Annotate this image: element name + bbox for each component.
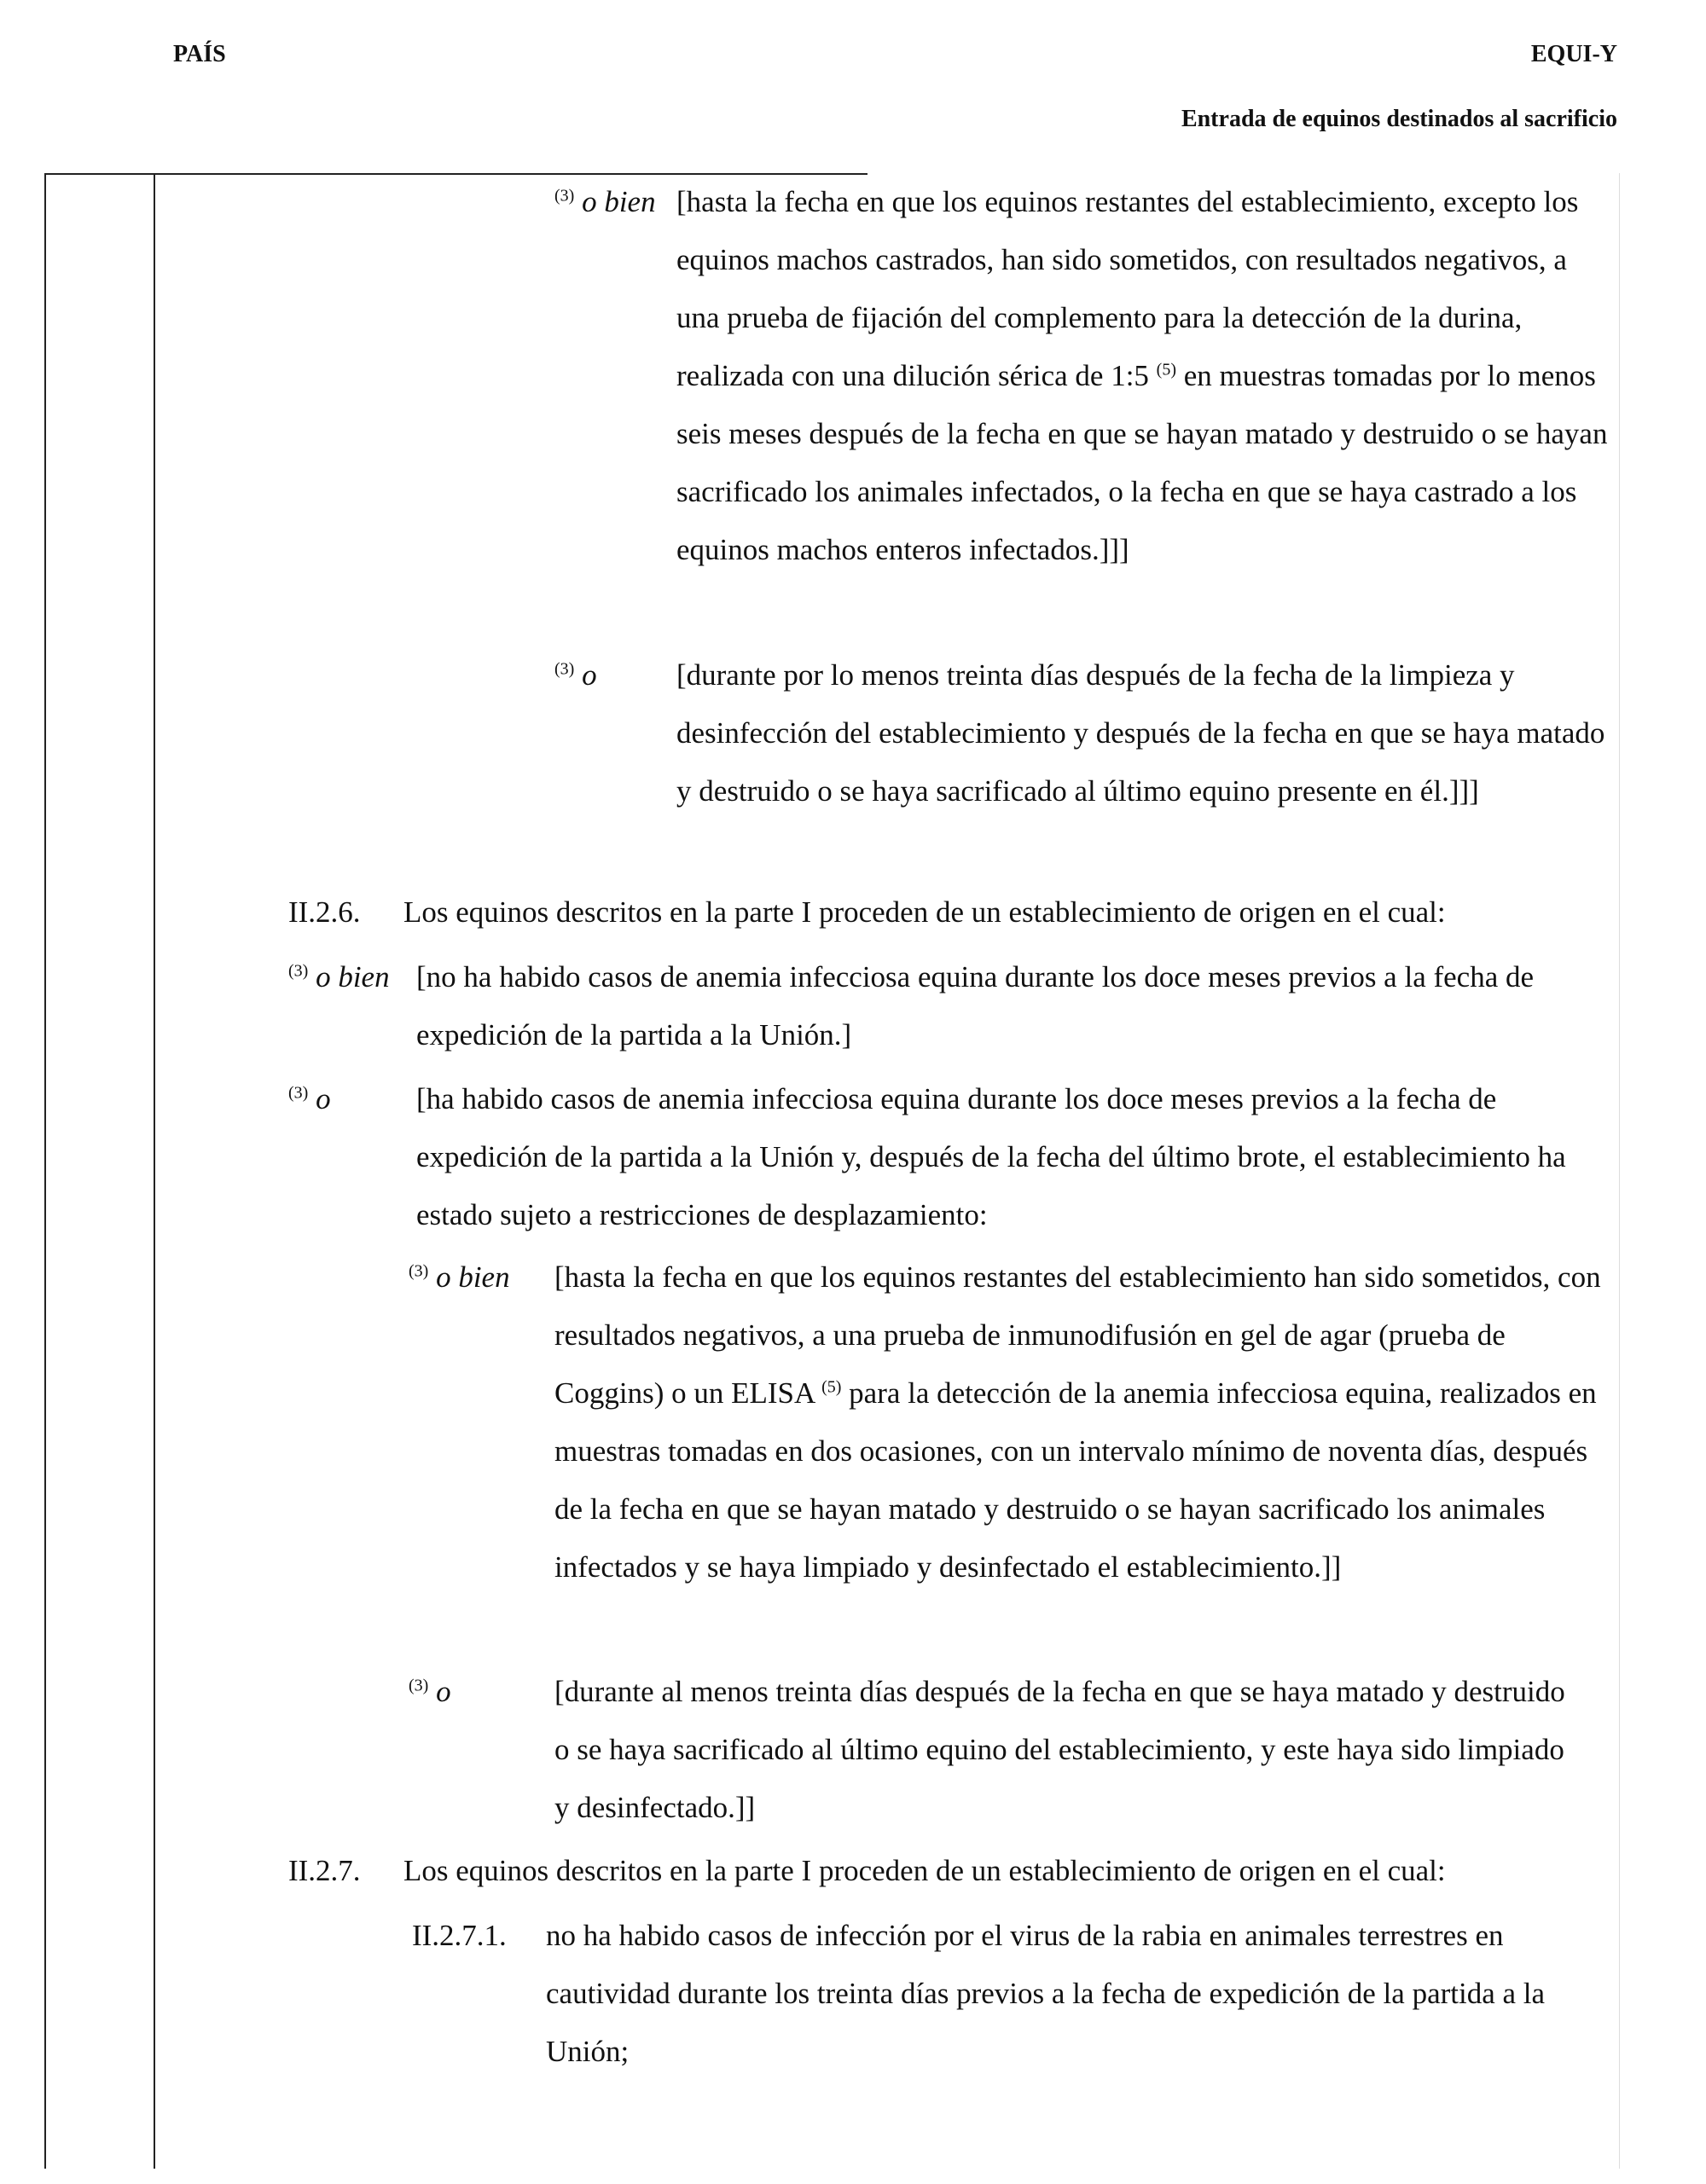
table-right-border <box>1619 173 1620 2169</box>
section-text-2-2-7: Los equinos descritos en la parte I proceden de un establecimiento de origen en el cual: <box>403 1854 1446 1887</box>
section-number-2-2-7: II.2.7. <box>288 1854 361 1887</box>
column-divider <box>154 173 155 2169</box>
option-marker: $^{(3)}$ o bien <box>409 1260 510 1294</box>
section-number-2-2-7-1: II.2.7.1. <box>412 1919 507 1952</box>
option-marker: $^{(3)}$ o bien <box>554 185 656 218</box>
section-number-2-2-6: II.2.6. <box>288 895 361 929</box>
paragraph-c1: [no ha habido casos de anemia infecciosa equina durante los doce meses previos a la fecha de expedición de la partida a la Unión.] <box>416 960 1535 1051</box>
paragraph-d1: [hasta la fecha en que los equinos restantes del establecimiento han sido sometidos, con resultados negativos, a una prueba de inmunodifusión en gel de agar (prueba de Coggins) o un ELISA $^{(5)}$ para la detección de la anemia infecciosa equina, realizados en muestras tomadas en dos ocasiones, con un intervalo mínimo de noventa días, después de la fecha en que se hayan matado y destruido o se hayan sacrificado los animales infectados y se haya limpiado y desinfectado el establecimiento.]] <box>554 1260 1601 1584</box>
certificate-subtitle: Entrada de equinos destinados al sacrificio <box>1181 106 1617 132</box>
paragraph-b2: [durante por lo menos treinta días después de la fecha de la limpieza y desinfección del establecimiento y después de la fecha en que se haya matado y destruido o se haya sacrificado al último equino presente en él.]]] <box>676 658 1605 808</box>
section-text-2-2-7-1: no ha habido casos de infección por el virus de la rabia en animales terrestres en cautividad durante los treinta días previos a la fecha de expedición de la partida a la Unión; <box>546 1919 1546 2068</box>
paragraph-c2: [ha habido casos de anemia infecciosa equina durante los doce meses previos a la fecha de expedición de la partida a la Unión y, después de la fecha del último brote, el establecimiento ha estado sujeto a restricciones de desplazamiento: <box>416 1082 1566 1231</box>
option-marker: $^{(3)}$ o bien <box>288 960 390 994</box>
paragraph-b1: [hasta la fecha en que los equinos restantes del establecimiento, excepto los equinos machos castrados, han sido sometidos, con resultados negativos, a una prueba de fijación del complemento para la detección de la durina, realizada con una dilución sérica de 1:5 $^{(5)}$ en muestras tomadas por lo menos seis meses después de la fecha en que se hayan matado y destruido o se hayan sacrificado los animales infectados, o la fecha en que se haya castrado a los equinos machos enteros infectados.]]] <box>676 185 1608 566</box>
option-marker: $^{(3)}$ o <box>409 1675 451 1708</box>
paragraph-d2: [durante al menos treinta días después de la fecha en que se haya matado y destruido o se haya sacrificado al último equino del establecimiento, y este haya sido limpiado y desinfectado.]] <box>554 1675 1565 1824</box>
country-label: PAÍS <box>173 41 226 67</box>
table-left-border <box>44 173 46 2169</box>
option-marker: $^{(3)}$ o <box>288 1082 331 1115</box>
option-marker: $^{(3)}$ o <box>554 658 597 692</box>
section-text-2-2-6: Los equinos descritos en la parte I proceden de un establecimiento de origen en el cual: <box>403 895 1446 929</box>
certificate-code: EQUI-Y <box>1530 41 1617 67</box>
